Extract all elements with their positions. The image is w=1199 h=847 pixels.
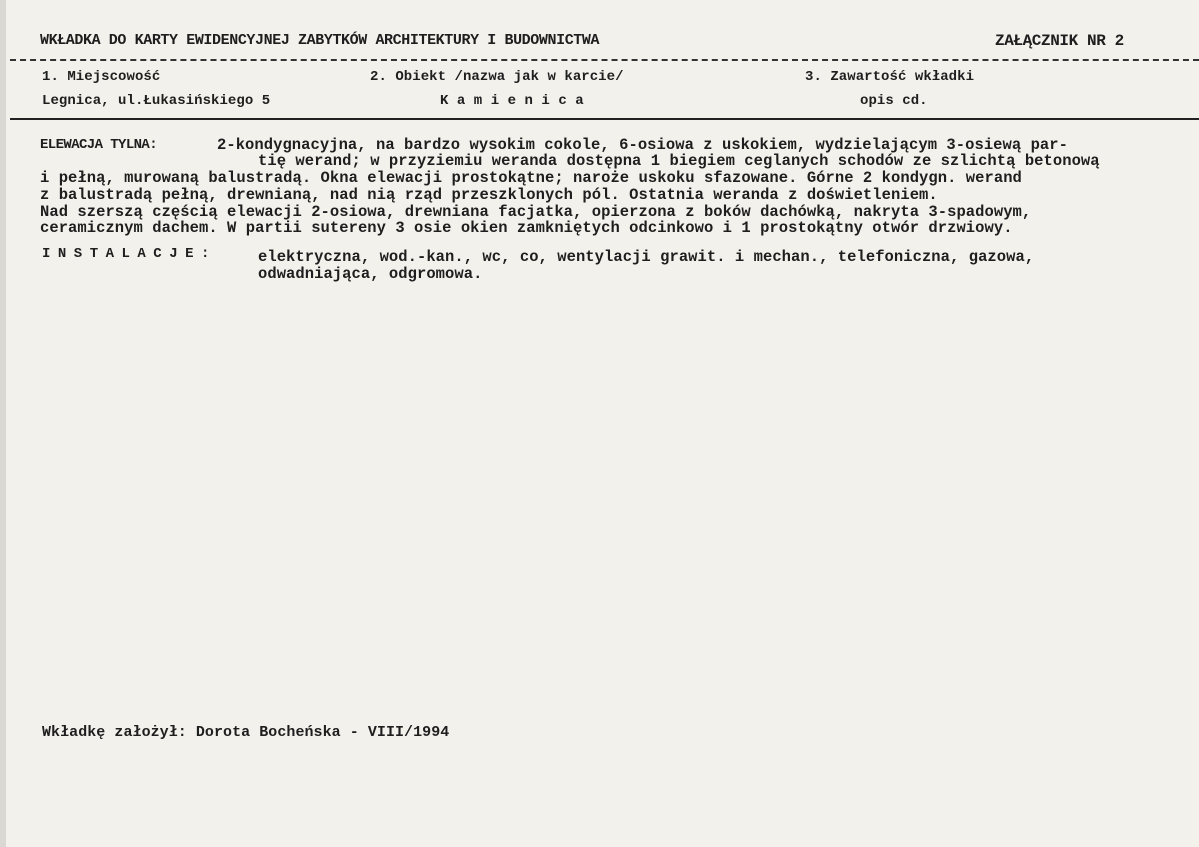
object-label: 2. Obiekt /nazwa jak w karcie/: [370, 69, 624, 85]
fields-divider: [10, 118, 1199, 120]
contents-label: 3. Zawartość wkładki: [805, 69, 975, 85]
elevation-label: ELEWACJA TYLNA:: [40, 137, 158, 153]
locality-value: Legnica, ul.Łukasińskiego 5: [42, 93, 271, 109]
locality-label: 1. Miejscowość: [42, 69, 161, 85]
elevation-line: 2-kondygnacyjna, na bardzo wysokim cokole, 6-osiowa z uskokiem, wydzielającym 3-osiewą par-: [217, 136, 1068, 154]
elevation-line: tię werand; w przyziemiu weranda dostępna 1 biegiem ceglanych schodów ze szlichtą betonową: [258, 152, 1100, 170]
scan-edge: [0, 0, 6, 847]
elevation-line: z balustradą pełną, drewnianą, nad nią rząd przeszklonych pól. Ostatnia weranda z doświetleniem.: [40, 186, 938, 204]
elevation-line: i pełną, murowaną balustradą. Okna elewacji prostokątne; naroże uskoku sfazowane. Górne 2 kondygn. werand: [40, 169, 1022, 187]
object-value: K a m i e n i c a: [440, 93, 584, 109]
elevation-line: Nad szerszą częścią elewacji 2-osiowa, drewniana facjatka, opierzona z boków dachówką, nakryta 3-spadowym,: [40, 203, 1032, 221]
form-title: WKŁADKA DO KARTY EWIDENCYJNEJ ZABYTKÓW ARCHITEKTURY I BUDOWNICTWA: [40, 32, 600, 49]
elevation-line: ceramicznym dachem. W partii sutereny 3 osie okien zamkniętych odcinkowo i 1 prostokątny otwór drzwiowy.: [40, 219, 1013, 237]
installations-label: INSTALACJE:: [42, 246, 217, 262]
header-divider: [10, 59, 1199, 61]
author-note: Wkładkę założył: Dorota Bocheńska - VIII/1994: [42, 724, 450, 741]
installations-line: elektryczna, wod.-kan., wc, co, wentylacji grawit. i mechan., telefoniczna, gazowa,: [258, 248, 1035, 266]
contents-value: opis cd.: [860, 93, 928, 109]
installations-line: odwadniająca, odgromowa.: [258, 265, 483, 283]
attachment-number: ZAŁĄCZNIK NR 2: [995, 32, 1124, 50]
